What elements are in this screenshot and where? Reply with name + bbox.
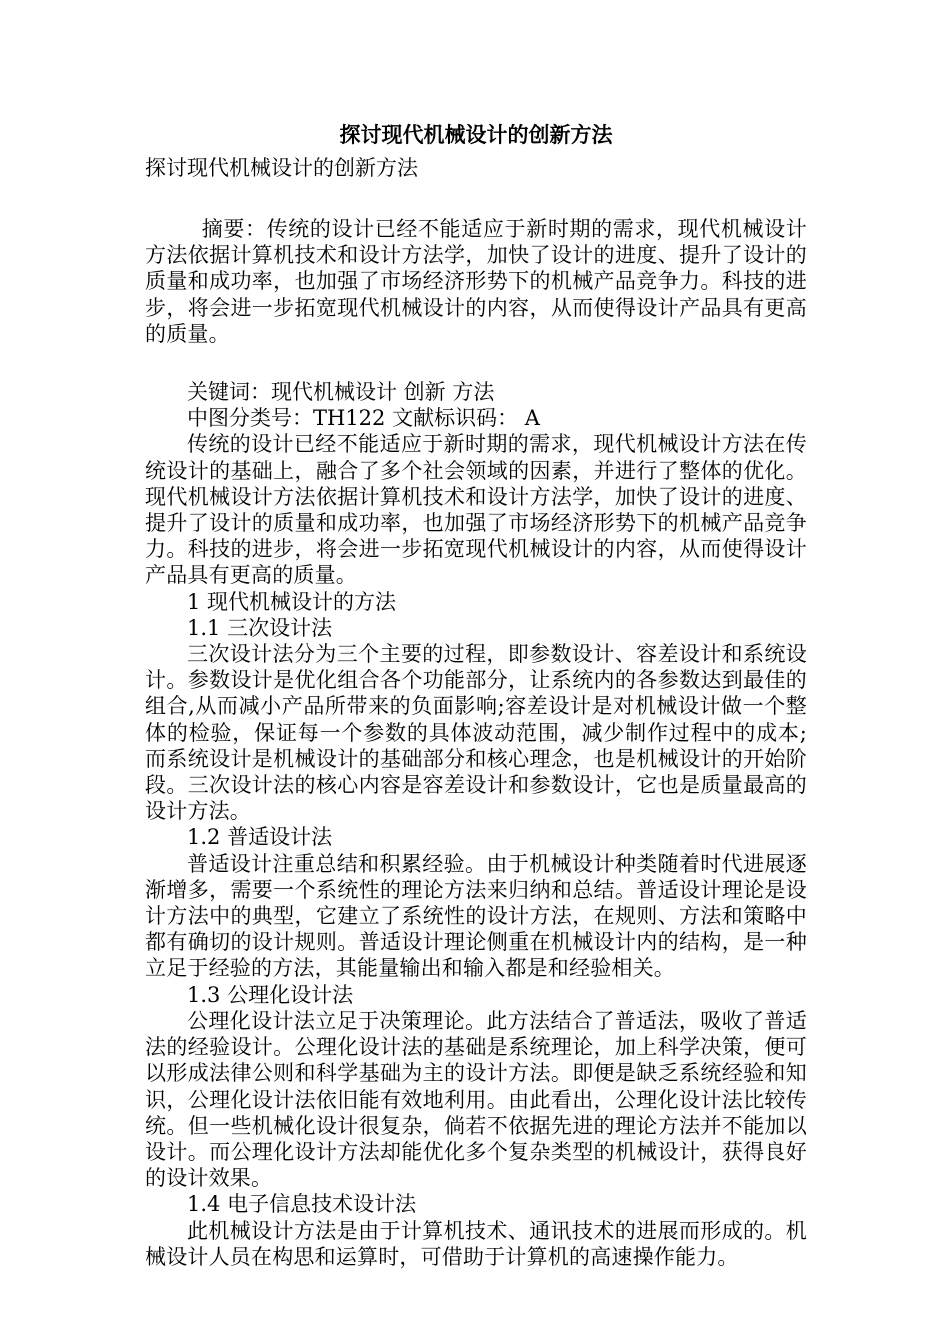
body-paragraph: 此机械设计方法是由于计算机技术、通讯技术的进展而形成的。机械设计人员在构思和运算时，可借助于计算机的高速操作能力。 [145,1218,807,1269]
document-title: 探讨现代机械设计的创新方法 [339,122,613,147]
keywords-line: 关键词：现代机械设计 创新 方法 [187,380,495,405]
classification-line: 中图分类号：TH122 文献标识码： A [187,406,540,431]
blank-line [145,184,807,216]
subsection-heading: 1.3 公理化设计法 [187,982,354,1007]
abstract-paragraph: 摘要：传统的设计已经不能适应于新时期的需求，现代机械设计方法依据计算机技术和设计方法学，加快了设计的进度、提升了设计的质量和成功率，也加强了市场经济形势下的机械产品竞争力。科技的进步，将会进一步拓宽现代机械设计的内容，从而使得设计产品具有更高的质量。 [145,217,807,346]
blank-line [145,347,807,379]
intro-paragraph: 传统的设计已经不能适应于新时期的需求，现代机械设计方法在传统设计的基础上，融合了多个社会领域的因素，并进行了整体的优化。现代机械设计方法依据计算机技术和设计方法学，加快了设计的进度、提升了设计的质量和成功率，也加强了市场经济形势下的机械产品竞争力。科技的进步，将会进一步拓宽现代机械设计的内容，从而使得设计产品具有更高的质量。 [145,432,807,588]
subsection-heading: 1.4 电子信息技术设计法 [187,1192,417,1217]
subsection-heading: 1.1 三次设计法 [187,615,333,640]
section-heading: 1 现代机械设计的方法 [187,589,397,614]
document-page [145,118,807,1270]
subsection-heading: 1.2 普适设计法 [187,825,333,850]
body-paragraph: 公理化设计法立足于决策理论。此方法结合了普适法，吸收了普适法的经验设计。公理化设计法的基础是系统理论，加上科学决策，便可以形成法律公则和科学基础为主的设计方法。即便是缺乏系统经验和知识，公理化设计法依旧能有效地利用。由此看出，公理化设计法比较传统。但一些机械化设计很复杂，倘若不依据先进的理论方法并不能加以设计。而公理化设计方法却能优化多个复杂类型的机械设计，获得良好的设计效果。 [145,1008,807,1191]
body-paragraph: 三次设计法分为三个主要的过程，即参数设计、容差设计和系统设计。参数设计是优化组合各个功能部分，让系统内的各参数达到最佳的组合,从而减小产品所带来的负面影响;容差设计是对机械设计做一个整体的检验，保证每一个参数的具体波动范围，减少制作过程中的成本;而系统设计是机械设计的基础部分和核心理念，也是机械设计的开始阶段。三次设计法的核心内容是容差设计和参数设计，它也是质量最高的设计方法。 [145,642,807,824]
document-subtitle: 探讨现代机械设计的创新方法 [145,156,418,180]
body-paragraph: 普适设计注重总结和积累经验。由于机械设计种类随着时代进展逐渐增多，需要一个系统性的理论方法来归纳和总结。普适设计理论是设计方法中的典型，它建立了系统性的设计方法，在规则、方法和策略中都有确切的设计规则。普适设计理论侧重在机械设计内的结构，是一种立足于经验的方法，其能量输出和输入都是和经验相关。 [145,851,807,981]
